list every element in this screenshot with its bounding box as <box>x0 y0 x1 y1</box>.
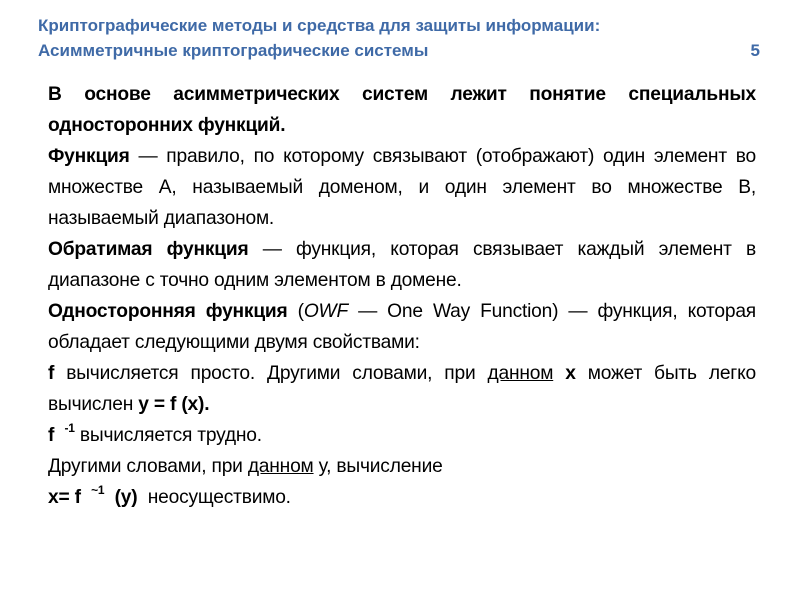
header-title-line2: Асимметричные криптографические системы <box>38 41 429 60</box>
given-underlined: данном <box>487 363 554 384</box>
easy-compute-text-2: может быть легко вычислен <box>48 363 756 415</box>
gap <box>54 425 64 446</box>
hard-inverse-text: вычисляется трудно. <box>74 425 262 446</box>
invertible-function-text: — функция, которая связывает каждый элемент в диапазоне с точно одним элементом в домене. <box>48 239 756 291</box>
f-symbol: f <box>48 425 55 446</box>
one-way-function-definition <box>48 296 756 358</box>
easy-compute-text: вычисляется просто. Другими словами, при <box>54 363 488 384</box>
property-hard-inverse <box>48 420 756 451</box>
function-definition-text: — правило, по которому связывают (отображают) один элемент во множестве А, называемый доменом, и один элемент во множестве В, называемый диапазоном. <box>48 146 756 229</box>
x-symbol: x <box>565 363 576 384</box>
invertible-function-definition <box>48 234 756 296</box>
function-definition <box>48 141 756 234</box>
invertible-function-term: Обратимая функция <box>48 239 249 260</box>
space <box>553 363 565 384</box>
f-symbol: f <box>48 363 55 384</box>
infeasible-text: неосуществимо. <box>137 487 291 508</box>
slide-header <box>38 13 760 63</box>
other-words-text: Другими словами, при <box>48 456 248 477</box>
property-easy-compute <box>48 358 756 420</box>
tilde-superscript: ~1 <box>91 483 105 497</box>
intro-paragraph <box>48 79 756 141</box>
function-term: Функция <box>48 146 130 167</box>
other-words-paragraph <box>48 451 756 482</box>
page-number: 5 <box>750 41 760 60</box>
formula-arg: (y) <box>104 487 138 508</box>
given-underlined: данном <box>247 456 314 477</box>
other-words-text-2: у, вычисление <box>313 456 443 477</box>
owf-abbreviation: OWF <box>303 301 348 322</box>
header-title-line1: Криптографические методы и средства для защиты информации: <box>38 16 601 35</box>
formula-y-equals-f-x: y = f (x). <box>138 394 210 415</box>
inverse-superscript: -1 <box>64 421 75 435</box>
one-way-function-text: — One Way Function) — функция, которая обладает следующими двумя свойствами: <box>48 301 757 353</box>
intro-text: В основе асимметрических систем лежит понятие специальных односторонних функций. <box>48 84 756 136</box>
open-paren: ( <box>287 301 304 322</box>
infeasible-formula-line <box>48 482 756 513</box>
slide-body <box>48 79 756 513</box>
gap <box>81 487 91 508</box>
one-way-function-term: Односторонняя функция <box>48 301 288 322</box>
formula-lhs: x= f <box>48 487 81 508</box>
